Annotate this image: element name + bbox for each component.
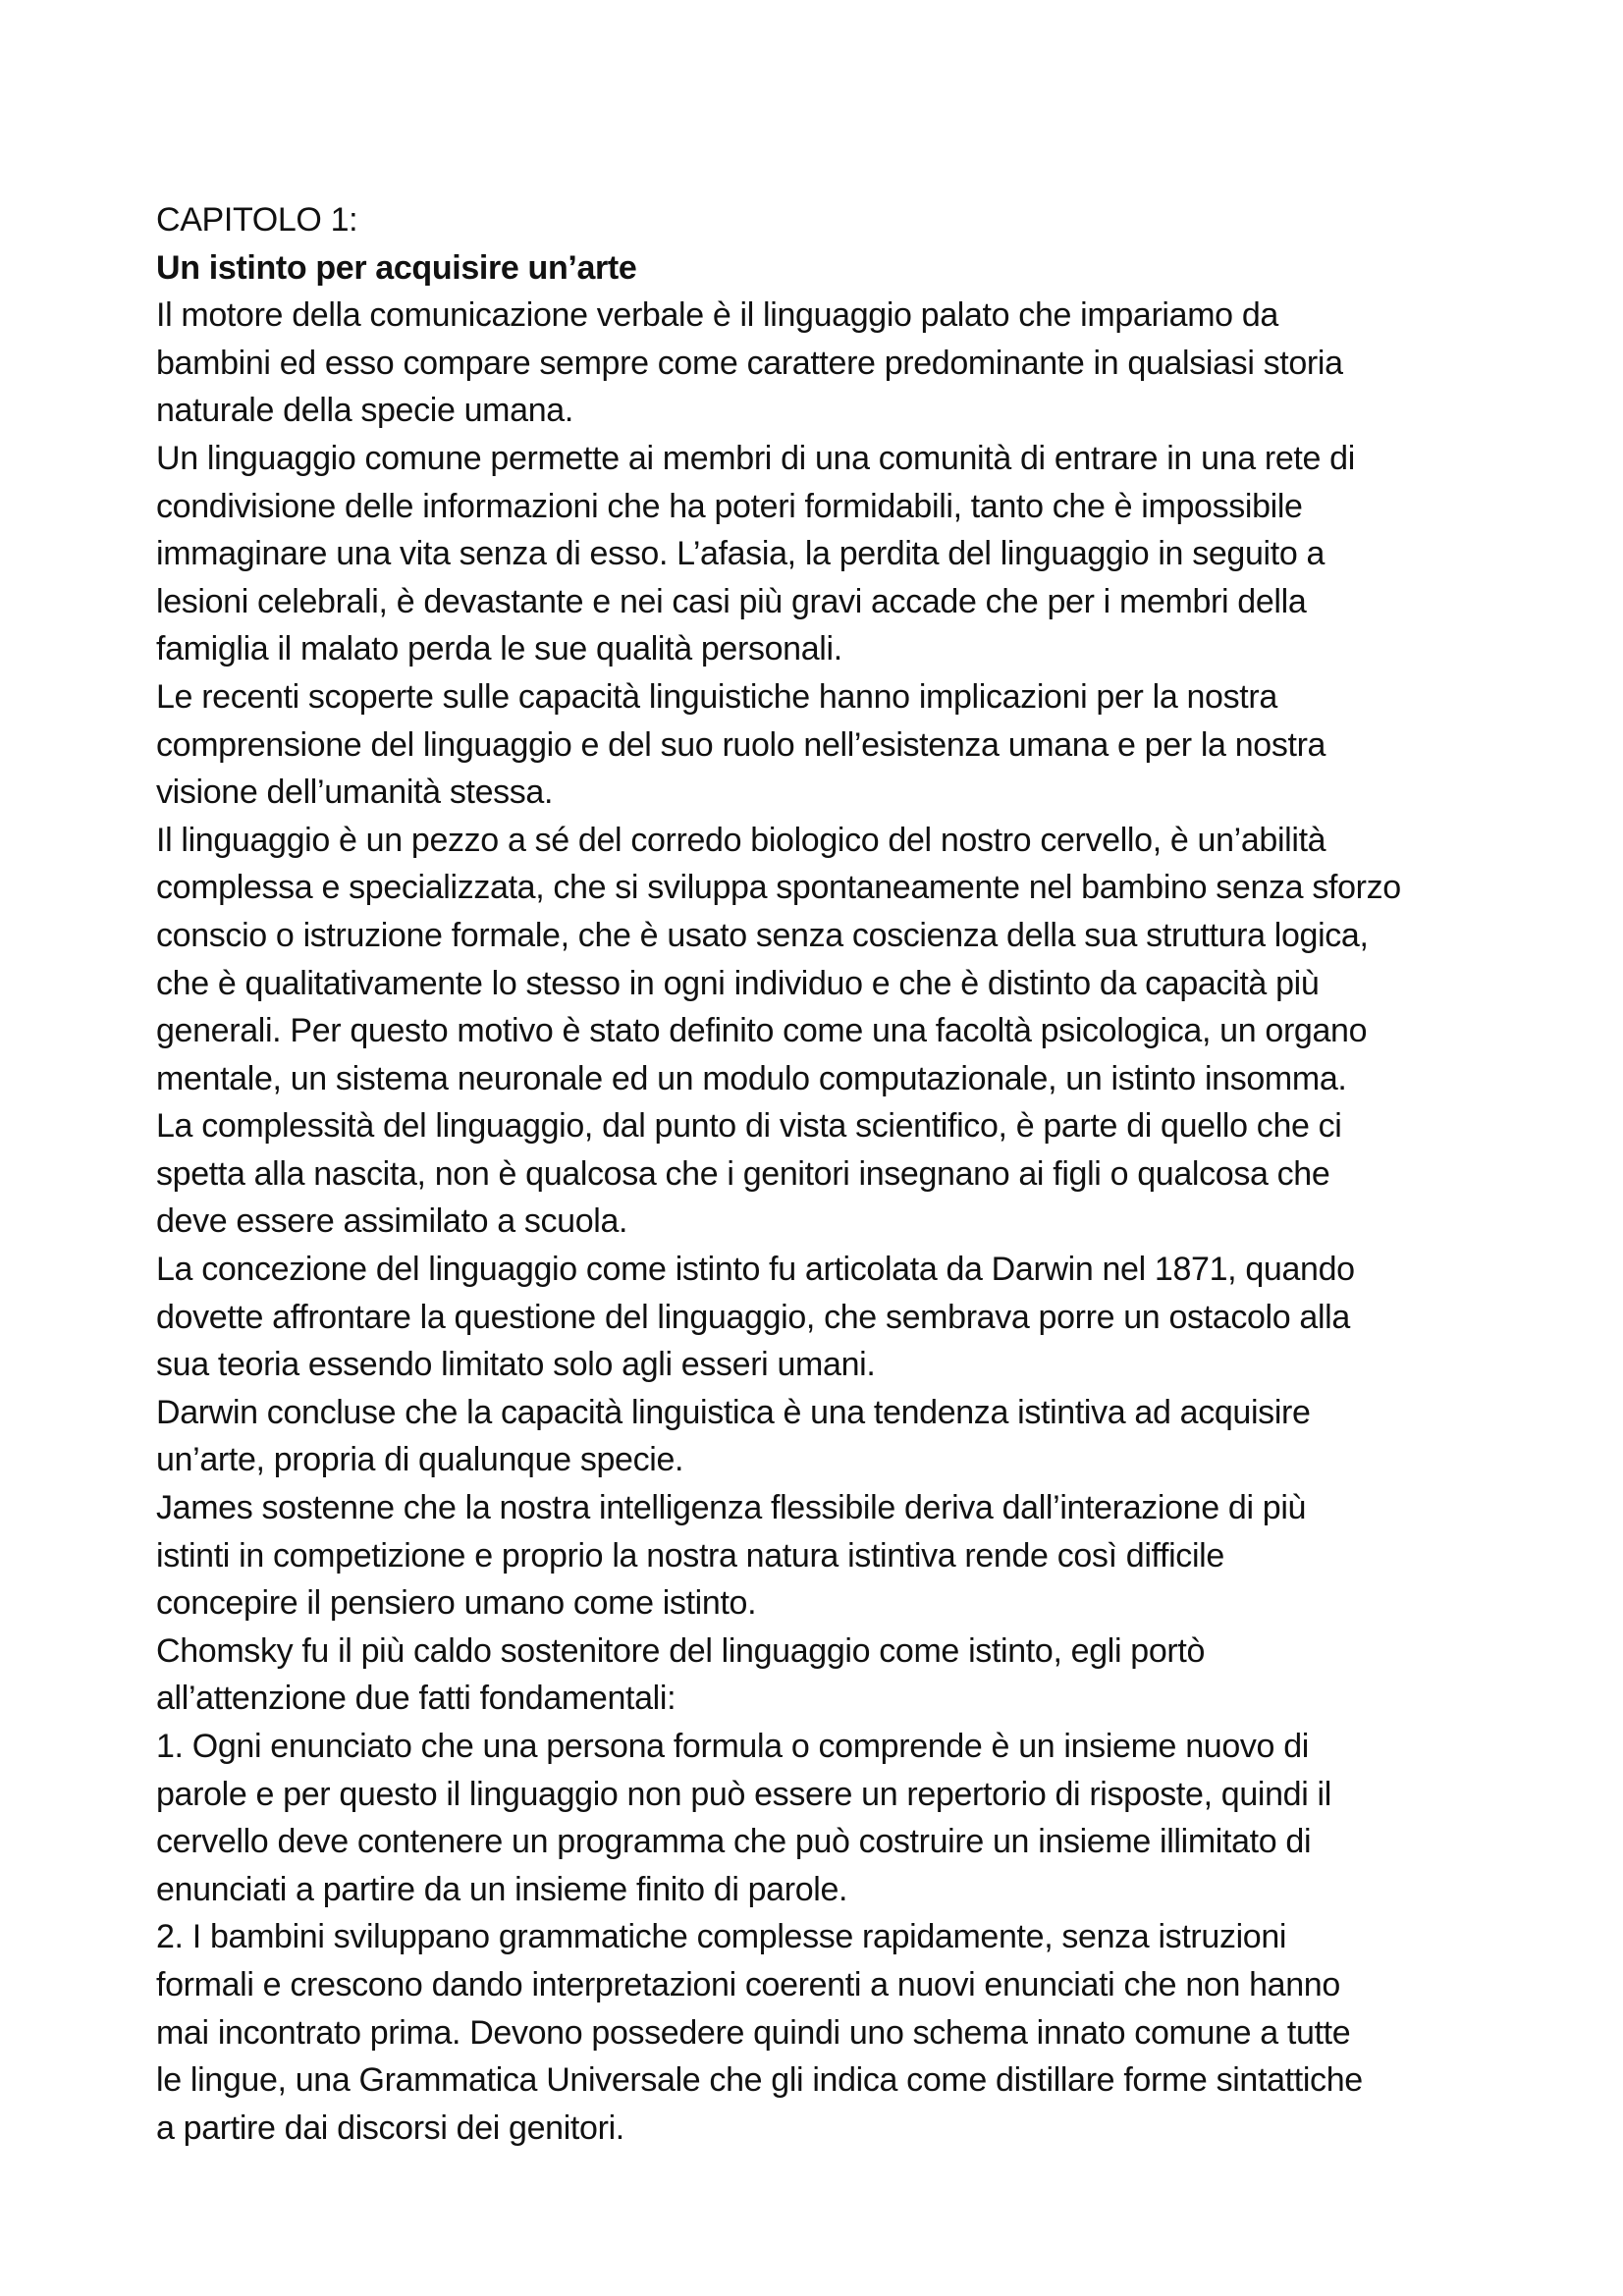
text-line: bambini ed esso compare sempre come carattere predominante in qualsiasi storia [156,344,1343,382]
text-line: un’arte, propria di qualunque specie. [156,1441,684,1479]
text-line: Il linguaggio è un pezzo a sé del corredo biologico del nostro cervello, è un’abilità [156,821,1326,859]
text-line: generali. Per questo motivo è stato definito come una facoltà psicologica, un organo [156,1012,1368,1050]
text-line: complessa e specializzata, che si sviluppa spontaneamente nel bambino senza sforzo [156,869,1401,907]
text-line: le lingue, una Grammatica Universale che gli indica come distillare forme sintattiche [156,2061,1363,2100]
text-line: sua teoria essendo limitato solo agli esseri umani. [156,1346,876,1384]
text-line: condivisione delle informazioni che ha poteri formidabili, tanto che è impossibile [156,487,1303,525]
text-line: famiglia il malato perda le sue qualità personali. [156,630,842,668]
text-line: naturale della specie umana. [156,392,573,430]
text-line: formali e crescono dando interpretazioni coerenti a nuovi enunciati che non hanno [156,1965,1340,2003]
text-line: spetta alla nascita, non è qualcosa che i genitori insegnano ai figli o qualcosa che [156,1154,1330,1193]
text-line: concepire il pensiero umano come istinto. [156,1584,757,1623]
text-line: deve essere assimilato a scuola. [156,1202,628,1241]
text-line: parole e per questo il linguaggio non può essere un repertorio di risposte, quindi il [156,1775,1331,1813]
text-line: all’attenzione due fatti fondamentali: [156,1680,676,1718]
text-line: lesioni celebrali, è devastante e nei casi più gravi accade che per i membri della [156,582,1307,620]
text-line: immaginare una vita senza di esso. L’afasia, la perdita del linguaggio in seguito a [156,535,1325,573]
text-line: 2. I bambini sviluppano grammatiche complesse rapidamente, senza istruzioni [156,1918,1287,1956]
text-line: Il motore della comunicazione verbale è il linguaggio palato che impariamo da [156,296,1278,335]
text-line: a partire dai discorsi dei genitori. [156,2109,624,2147]
text-line: enunciati a partire da un insieme finito di parole. [156,1870,848,1908]
text-line: dovette affrontare la questione del linguaggio, che sembrava porre un ostacolo alla [156,1298,1350,1336]
text-line: che è qualitativamente lo stesso in ogni individuo e che è distinto da capacità più [156,964,1320,1002]
text-line: Un linguaggio comune permette ai membri di una comunità di entrare in una rete di [156,439,1355,477]
text-line: Darwin concluse che la capacità linguistica è una tendenza istintiva ad acquisire [156,1393,1311,1431]
text-line: La complessità del linguaggio, dal punto di vista scientifico, è parte di quello che ci [156,1107,1342,1146]
text-line: cervello deve contenere un programma che può costruire un insieme illimitato di [156,1823,1312,1861]
text-line: James sostenne che la nostra intelligenza flessibile deriva dall’interazione di più [156,1489,1307,1527]
text-line: visione dell’umanità stessa. [156,774,554,812]
text-line: Chomsky fu il più caldo sostenitore del linguaggio come istinto, egli portò [156,1631,1206,1670]
text-line: 1. Ogni enunciato che una persona formula o comprende è un insieme nuovo di [156,1728,1309,1765]
text-line: istinti in competizione e proprio la nostra natura istintiva rende così difficile [156,1536,1224,1575]
chapter-heading: CAPITOLO 1: [156,201,358,239]
text-line: comprensione del linguaggio e del suo ruolo nell’esistenza umana e per la nostra [156,725,1326,764]
document-page [156,196,1491,2152]
text-line: La concezione del linguaggio come istinto fu articolata da Darwin nel 1871, quando [156,1251,1355,1289]
chapter-title: Un istinto per acquisire un’arte [156,248,637,287]
text-line: mai incontrato prima. Devono possedere quindi uno schema innato comune a tutte [156,2013,1351,2052]
text-line: mentale, un sistema neuronale ed un modulo computazionale, un istinto insomma. [156,1059,1347,1097]
text-line: conscio o istruzione formale, che è usato senza coscienza della sua struttura logica, [156,916,1369,954]
body-text [156,292,1491,2152]
text-line: Le recenti scoperte sulle capacità linguistiche hanno implicazioni per la nostra [156,677,1277,716]
